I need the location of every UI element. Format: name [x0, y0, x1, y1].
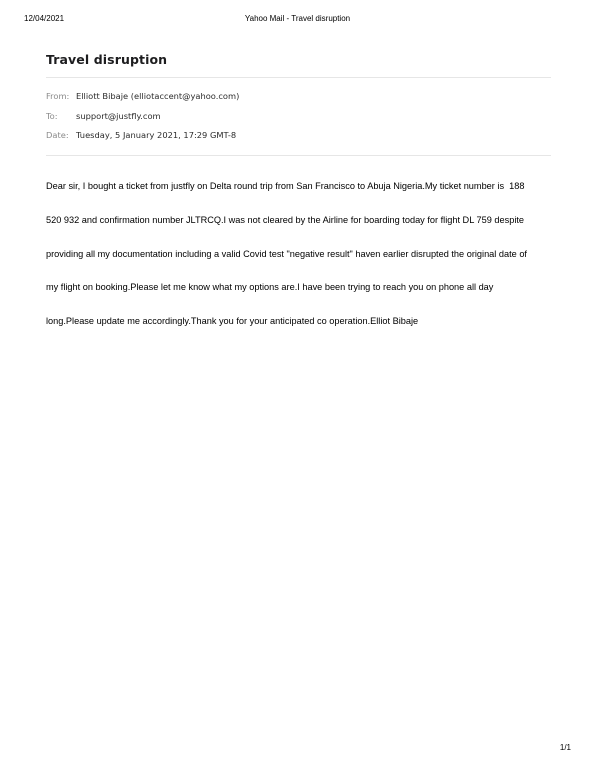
- email-body-line: 520 932 and confirmation number JLTRCQ.I was not cleared by the Airline for boarding today for flight DL 759 despite: [46, 215, 525, 226]
- email-body-line: providing all my documentation including a valid Covid test "negative result" haven earlier disrupted the original date of: [46, 248, 527, 259]
- date-row: [46, 126, 551, 146]
- email-body: [46, 159, 551, 338]
- from-row: [46, 87, 551, 107]
- print-date: 12/04/2021: [24, 14, 65, 23]
- from-value[interactable]: Elliott Bibaje (elliotaccent@yahoo.com): [76, 91, 240, 101]
- to-value[interactable]: support@justfly.com: [76, 110, 161, 121]
- email-meta: [46, 87, 551, 156]
- to-row: [46, 107, 551, 127]
- print-header: [24, 14, 571, 26]
- date-value: Tuesday, 5 January 2021, 17:29 GMT-8: [76, 130, 237, 140]
- print-title: Yahoo Mail - Travel disruption: [244, 14, 351, 23]
- from-label: From:: [46, 91, 70, 101]
- page-number: 1/1: [559, 743, 571, 752]
- email-subject: Travel disruption: [46, 52, 551, 78]
- date-label: Date:: [46, 130, 69, 140]
- email-body-line: Dear sir, I bought a ticket from justfly on Delta round trip from San Francisco to Abuja Nigeria.My ticket number is 188: [46, 181, 525, 192]
- email-header: [46, 52, 551, 156]
- email-body-line: long.Please update me accordingly.Thank you for your anticipated co operation.Elliot Bibaje: [46, 315, 419, 326]
- to-label: To:: [46, 110, 58, 121]
- email-body-line: my flight on booking.Please let me know what my options are.I have been trying to reach you on phone all day: [46, 282, 494, 293]
